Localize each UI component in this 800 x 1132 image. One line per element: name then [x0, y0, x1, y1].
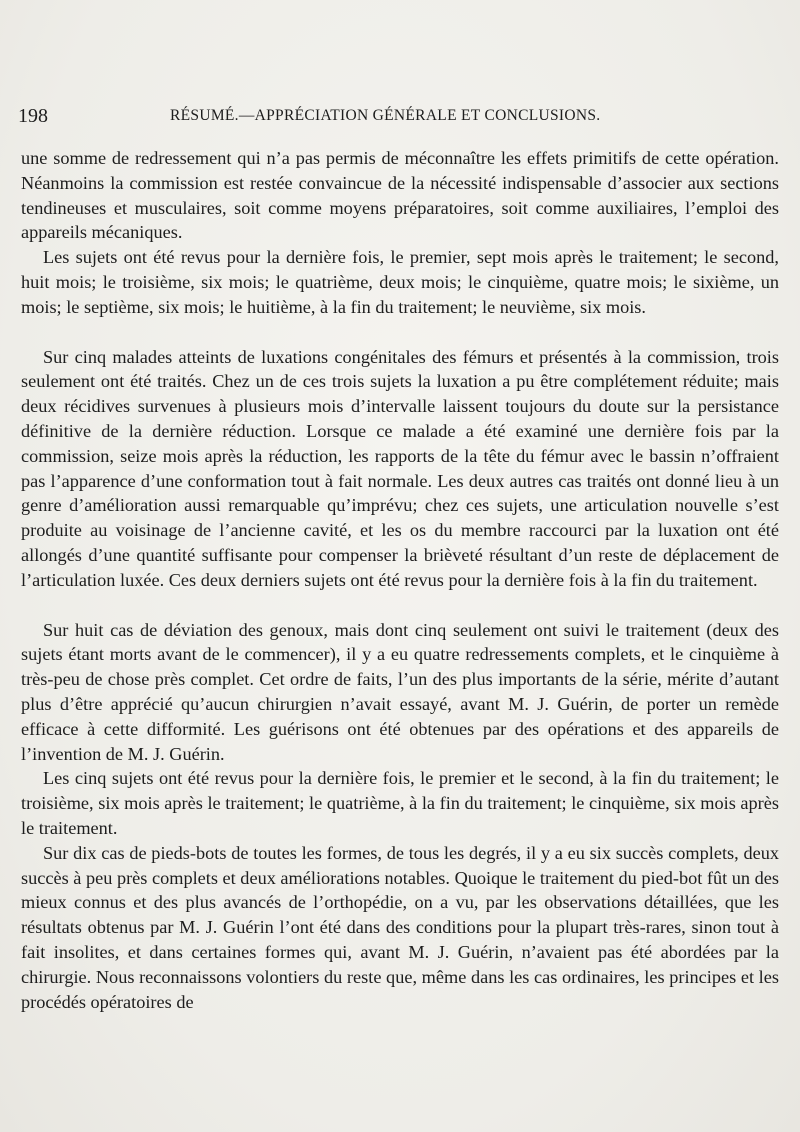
- body-text: [21, 146, 779, 1014]
- paragraph: Sur cinq malades atteints de luxations congénitales des fémurs et présentés à la commission, trois seulement ont été traités. Chez un de ces trois sujets la luxation a pu être complétement réduite; mais deux récidives survenues à plusieurs mois d’intervalle laissent toujours du doute sur la persistance définitive de la dernière réduction. Lorsque ce malade a été examiné une dernière fois par la commission, seize mois après la réduction, les rapports de la tête du fémur avec le bassin n’offraient pas l’apparence d’une conformation tout à fait normale. Les deux autres cas traités ont donné lieu à un genre d’amélioration aussi remarquable qu’imprévu; chez ces sujets, une articulation nouvelle s’est produite au voisinage de l’ancienne cavité, et les os du membre raccourci par la luxation ont été allongés d’une quantité suffisante pour compenser la brièveté résultant d’un reste de déplacement de l’articulation luxée. Ces deux derniers sujets ont été revus pour la dernière fois à la fin du traitement.: [21, 346, 779, 590]
- page-number: 198: [18, 105, 48, 127]
- page-header: [0, 105, 800, 131]
- paragraph: Sur huit cas de déviation des genoux, mais dont cinq seulement ont suivi le traitement (deux des sujets étant morts avant de le commencer), il y a eu quatre redressements complets, et le cinquième à très-peu de chose près complet. Cet ordre de faits, l’un des plus importants de la série, mérite d’autant plus d’être apprécié qu’aucun chirurgien n’avait essayé, avant M. J. Guérin, de porter un remède efficace à cette difformité. Les guérisons ont été obtenues par des opérations et des appareils de l’invention de M. J. Guérin.: [21, 619, 779, 764]
- paragraph: Les cinq sujets ont été revus pour la dernière fois, le premier et le second, à la fin du traitement; le troisième, six mois après le traitement; le quatrième, à la fin du traitement; le cinquième, six mois après le traitement.: [21, 768, 779, 838]
- paragraph: Les sujets ont été revus pour la dernière fois, le premier, sept mois après le traitement; le second, huit mois; le troisième, six mois; le quatrième, deux mois; le cinquième, quatre mois; le sixième, un mois; le septième, six mois; le huitième, à la fin du traitement; le neuvième, six mois.: [21, 247, 779, 317]
- running-title: RÉSUMÉ.—APPRÉCIATION GÉNÉRALE ET CONCLUSIONS.: [170, 107, 601, 124]
- paragraph: une somme de redressement qui n’a pas permis de méconnaître les effets primitifs de cette opération. Néanmoins la commission est restée convaincue de la nécessité indispensable d’associer aux sections tendineuses et musculaires, soit comme moyens préparatoires, soit comme auxiliaires, l’emploi des appareils mécaniques.: [21, 148, 779, 243]
- paragraph: Sur dix cas de pieds-bots de toutes les formes, de tous les degrés, il y a eu six succès complets, deux succès à peu près complets et deux améliorations notables. Quoique le traitement du pied-bot fût un des mieux connus et des plus avancés de l’orthopédie, on a vu, par les observations détaillées, que les résultats obtenus par M. J. Guérin l’ont été dans des conditions pour la plupart très-rares, sinon tout à fait insolites, et dans certaines formes qui, avant M. J. Guérin, n’avaient pas été abordées par la chirurgie. Nous reconnaissons volontiers du reste que, même dans les cas ordinaires, les principes et les procédés opératoires de: [21, 842, 779, 1012]
- paragraph-gap: [21, 320, 779, 345]
- paragraph-gap: [21, 593, 779, 618]
